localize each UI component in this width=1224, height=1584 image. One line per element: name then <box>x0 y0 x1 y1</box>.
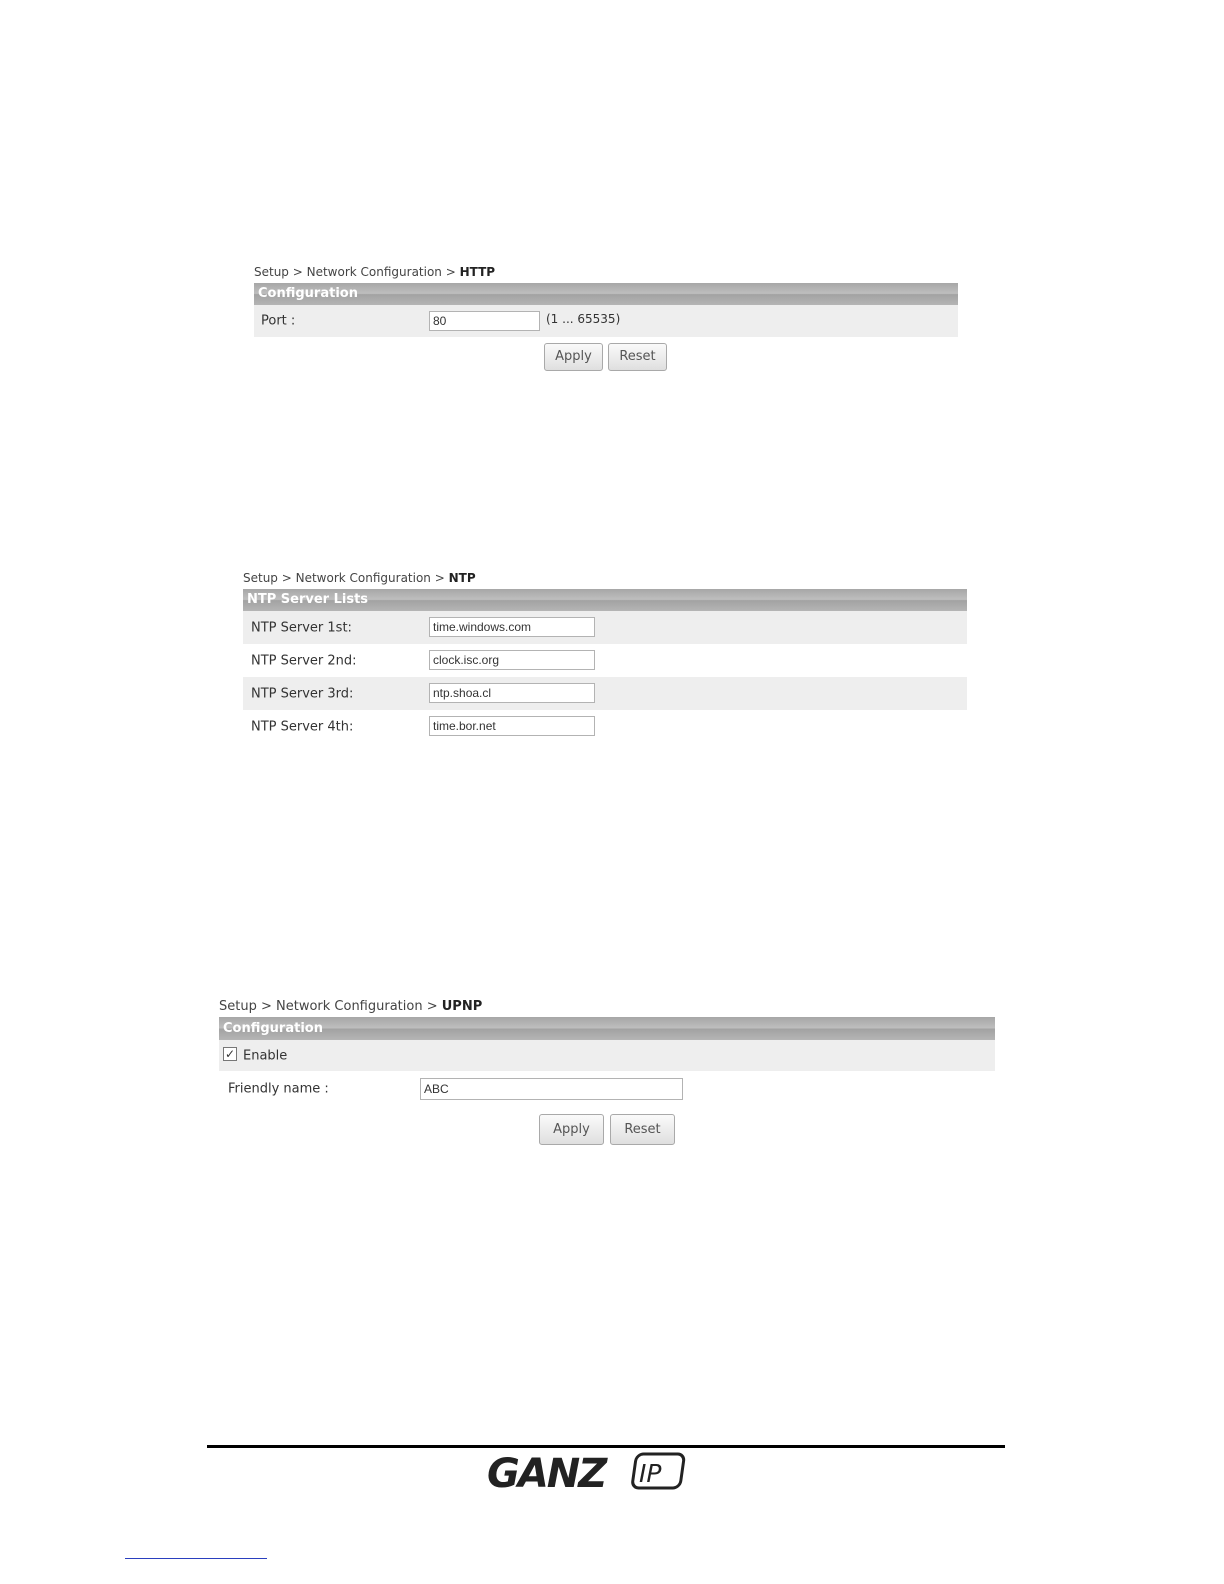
section-header: Configuration <box>219 1017 995 1040</box>
ntp-server-row <box>243 710 967 743</box>
breadcrumb-path: Setup > Network Configuration > <box>243 571 445 585</box>
ntp-server-label: NTP Server 2nd: <box>251 653 357 668</box>
apply-button[interactable]: Apply <box>539 1114 604 1145</box>
enable-row <box>219 1040 995 1071</box>
port-range-hint: (1 ... 65535) <box>546 312 621 326</box>
reset-button[interactable]: Reset <box>610 1114 675 1145</box>
breadcrumb-current: HTTP <box>459 265 496 279</box>
section-header: NTP Server Lists <box>243 589 967 611</box>
ntp-panel <box>243 570 967 743</box>
footer-link-underline[interactable] <box>125 1558 267 1559</box>
ntp-server-label: NTP Server 3rd: <box>251 686 354 701</box>
breadcrumb-current: NTP <box>448 571 476 585</box>
friendly-name-input[interactable]: ABC <box>420 1078 683 1100</box>
breadcrumb <box>219 998 995 1015</box>
section-header: Configuration <box>254 283 958 305</box>
http-panel <box>254 264 958 364</box>
ntp-server-label: NTP Server 4th: <box>251 719 354 734</box>
svg-text:GANZ: GANZ <box>487 1451 606 1493</box>
footer-divider <box>207 1445 1005 1448</box>
port-label: Port : <box>261 313 296 329</box>
svg-text:IP: IP <box>639 1459 662 1488</box>
breadcrumb <box>254 264 958 281</box>
ntp-server-row <box>243 611 967 644</box>
ntp-server-input[interactable]: clock.isc.org <box>429 650 595 670</box>
ntp-server-row <box>243 644 967 677</box>
reset-button[interactable]: Reset <box>608 343 667 371</box>
ntp-server-input[interactable]: time.bor.net <box>429 716 595 736</box>
enable-label: Enable <box>243 1048 288 1063</box>
enable-checkbox[interactable]: ✓ <box>224 1047 236 1061</box>
breadcrumb-path: Setup > Network Configuration > <box>254 265 456 279</box>
ntp-server-row <box>243 677 967 710</box>
breadcrumb-path: Setup > Network Configuration > <box>219 999 438 1014</box>
breadcrumb <box>243 570 967 587</box>
ganz-ip-logo <box>487 1451 687 1497</box>
breadcrumb-current: UPNP <box>441 999 483 1014</box>
ntp-server-input[interactable]: time.windows.com <box>429 617 595 637</box>
upnp-panel <box>219 998 995 1137</box>
ntp-server-label: NTP Server 1st: <box>251 620 352 635</box>
friendly-name-row <box>219 1071 995 1107</box>
friendly-name-label: Friendly name : <box>228 1081 329 1097</box>
apply-button[interactable]: Apply <box>544 343 603 371</box>
port-input[interactable]: 80 <box>429 311 540 331</box>
ntp-server-input[interactable]: ntp.shoa.cl <box>429 683 595 703</box>
port-row <box>254 305 958 337</box>
